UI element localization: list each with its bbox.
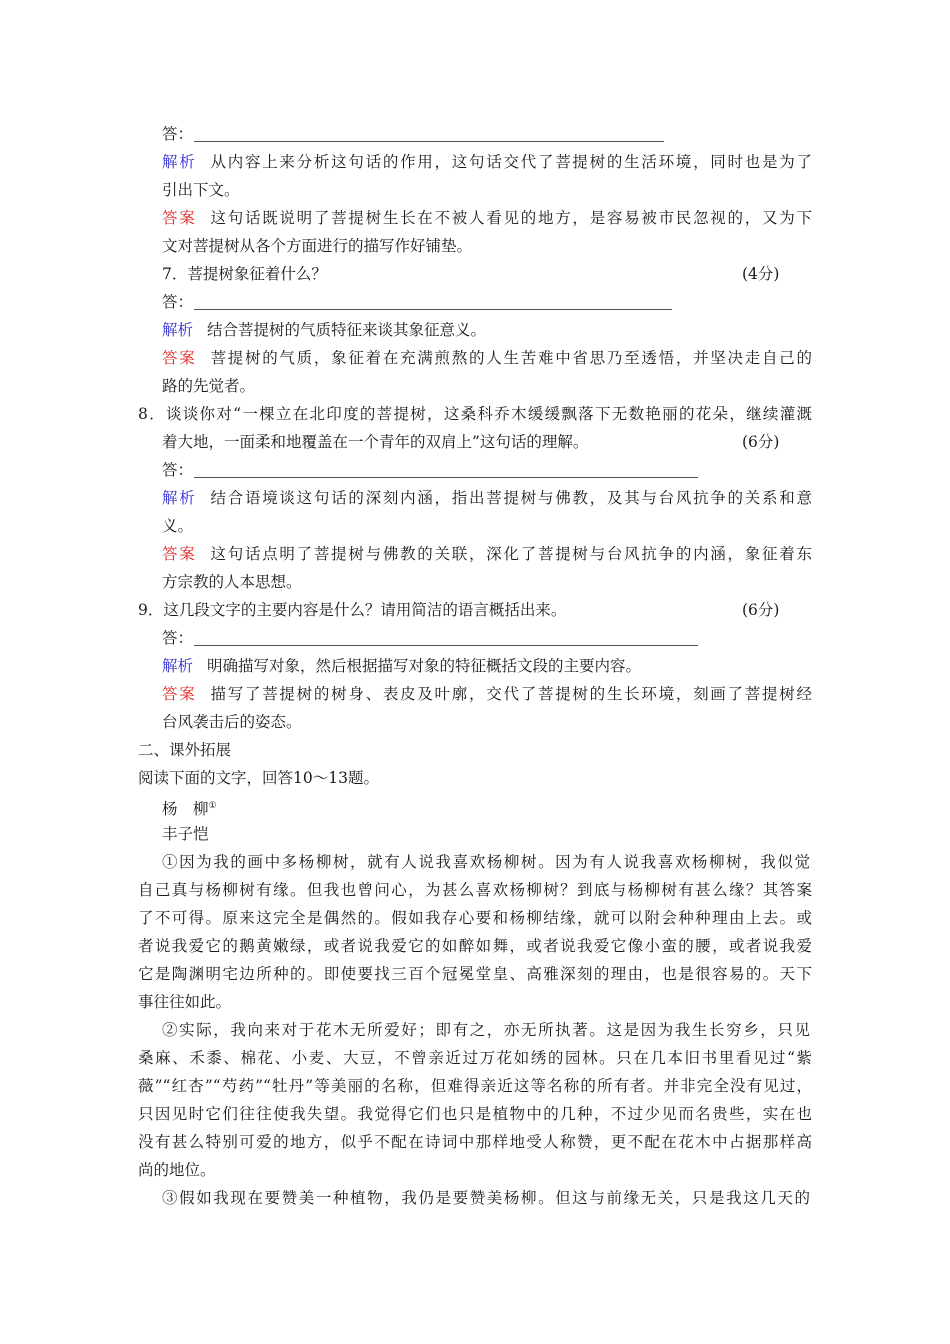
q7-analysis-line: 解析 结合菩提树的气质特征来谈其象征意义。 — [162, 321, 487, 339]
q9-question: 9．这几段文字的主要内容是什么？请用简洁的语言概括出来。 — [138, 601, 567, 619]
reading-instruction: 阅读下面的文字，回答10～13题。 — [138, 769, 379, 787]
q9-score: (6分) — [742, 601, 780, 619]
q9-analysis-line: 解析 明确描写对象，然后根据描写对象的特征概括文段的主要内容。 — [162, 657, 642, 675]
section-heading: 二、课外拓展 — [138, 741, 232, 759]
analysis-tag: 解析 — [162, 153, 197, 171]
paragraph-line: 了不可得。原来这完全是偶然的。假如我存心要和杨柳结缘，就可以附会种种理由上去。或 — [138, 909, 812, 927]
answer-line — [194, 477, 698, 478]
analysis-tag: 解析 — [162, 321, 194, 339]
paragraph-line: 事往往如此。 — [138, 993, 232, 1011]
q6-analysis-line: 解析 从内容上来分析这句话的作用，这句话交代了菩提树的生活环境，同时也是为了 — [162, 153, 812, 171]
q8-score: (6分) — [742, 433, 780, 451]
answer-label: 答： — [162, 293, 194, 311]
article-title: 杨 柳① — [162, 800, 217, 819]
q8-question-line: 8．谈谈你对“一棵立在北印度的菩提树，这桑科乔木缓缓飘落下无数艳丽的花朵，继续灌溉 — [138, 405, 812, 423]
q9-key-line: 答案 描写了菩提树的树身、表皮及叶廓，交代了菩提树的生长环境，刻画了菩提树经 — [162, 685, 812, 703]
q6-key-line: 答案 这句话既说明了菩提树生长在不被人看见的地方，是容易被市民忽视的，又为下 — [162, 209, 812, 227]
q6-analysis-line: 引出下文。 — [162, 181, 240, 199]
answer-line — [194, 645, 698, 646]
paragraph-line: 桑麻、禾黍、棉花、小麦、大豆，不曾亲近过万花如绣的园林。只在几本旧书里看见过“紫 — [138, 1049, 812, 1067]
q6-key-line: 文对菩提树从各个方面进行的描写作好铺垫。 — [162, 237, 473, 255]
q7-question: 7．菩提树象征着什么？ — [162, 265, 327, 283]
paragraph-line: ①因为我的画中多杨柳树，就有人说我喜欢杨柳树。因为有人说我喜欢杨柳树，我似觉 — [162, 853, 810, 871]
answer-label: 答： — [162, 629, 194, 647]
paragraph-line: 薇”“红杏”“芍药”“牡丹”等美丽的名称，但难得亲近这等名称的所有者。并非完全没有见过， — [138, 1077, 812, 1095]
paragraph-line: 者说我爱它的鹅黄嫩绿，或者说我爱它的如醉如舞，或者说我爱它像小蛮的腰，或者说我爱 — [138, 937, 812, 955]
answer-label: 答： — [162, 461, 194, 479]
analysis-tag: 解析 — [162, 489, 197, 507]
q9-key-line: 台风袭击后的姿态。 — [162, 713, 302, 731]
paragraph-line: 没有甚么特别可爱的地方，似乎不配在诗词中那样地受人称赞，更不配在花木中占据那样高 — [138, 1133, 812, 1151]
q8-analysis-line: 义。 — [162, 517, 194, 535]
q8-analysis-line: 解析 结合语境谈这句话的深刻内涵，指出菩提树与佛教，及其与台风抗争的关系和意 — [162, 489, 812, 507]
q8-key-line: 答案 这句话点明了菩提树与佛教的关联，深化了菩提树与台风抗争的内涵，象征着东 — [162, 545, 812, 563]
q8-question-line: 着大地，一面柔和地覆盖在一个青年的双肩上”这句话的理解。 — [162, 433, 589, 451]
paragraph-line: 只因见时它们往往使我失望。我觉得它们也只是植物中的几种，不过少见而名贵些，实在也 — [138, 1105, 812, 1123]
answer-label: 答： — [162, 125, 194, 143]
key-tag: 答案 — [162, 685, 197, 703]
answer-line — [194, 141, 664, 142]
paragraph-line: 尚的地位。 — [138, 1161, 216, 1179]
paragraph-line: 自己真与杨柳树有缘。但我也曾问心，为甚么喜欢杨柳树？到底与杨柳树有甚么缘？其答案 — [138, 881, 812, 899]
q7-key-line: 路的先觉者。 — [162, 377, 256, 395]
key-tag: 答案 — [162, 545, 197, 563]
paragraph-line: ③假如我现在要赞美一种植物，我仍是要赞美杨柳。但这与前缘无关，只是我这几天的 — [162, 1189, 810, 1207]
article-author: 丰子恺 — [162, 825, 209, 843]
q7-score: (4分) — [742, 265, 780, 283]
paragraph-line: ②实际，我向来对于花木无所爱好；即有之，亦无所执著。这是因为我生长穷乡，只见 — [162, 1021, 810, 1039]
key-tag: 答案 — [162, 349, 197, 367]
key-tag: 答案 — [162, 209, 197, 227]
paragraph-line: 它是陶渊明宅边所种的。即使要找三百个冠冕堂皇、高雅深刻的理由，也是很容易的。天下 — [138, 965, 812, 983]
answer-line — [194, 309, 672, 310]
analysis-tag: 解析 — [162, 657, 194, 675]
footnote-marker: ① — [208, 801, 217, 811]
q8-key-line: 方宗教的人本思想。 — [162, 573, 302, 591]
q7-key-line: 答案 菩提树的气质，象征着在充满煎熬的人生苦难中省思乃至透悟，并坚决走自己的 — [162, 349, 812, 367]
